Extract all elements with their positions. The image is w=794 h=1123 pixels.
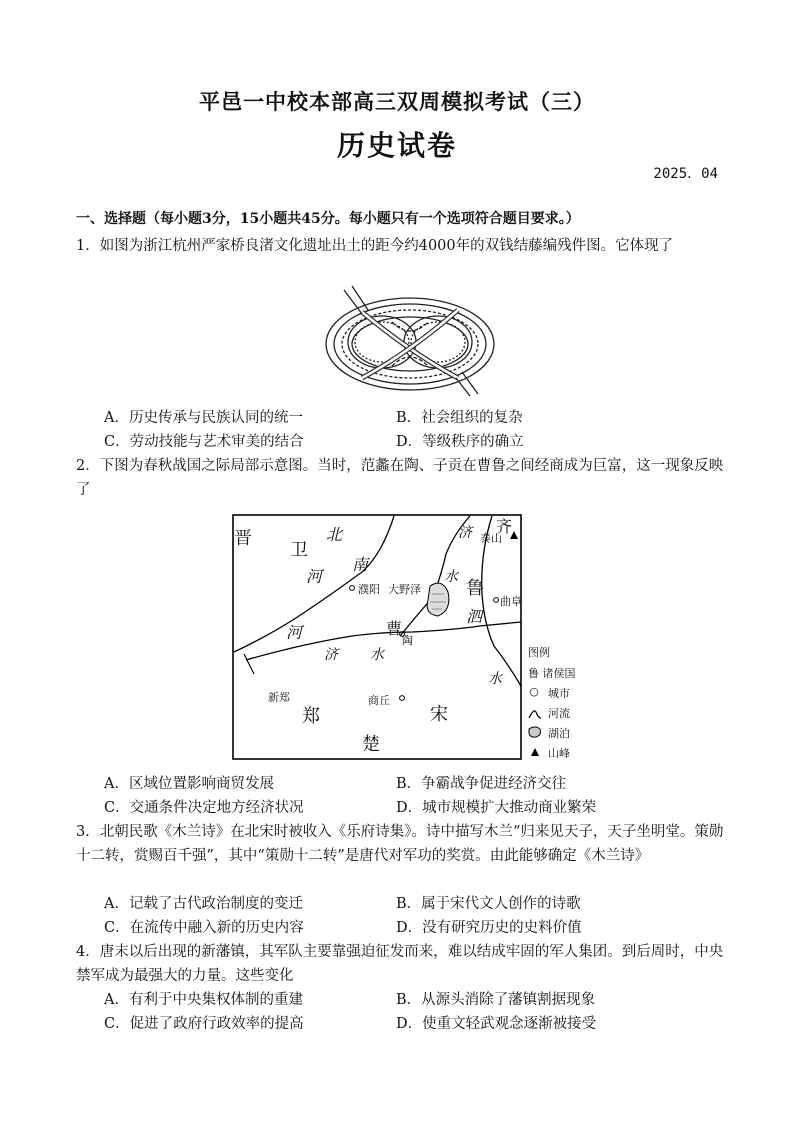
question-3-option-b[interactable]: B．属于宋代文人创作的诗歌 (396, 896, 581, 912)
map-label-jin: 晋 (234, 528, 252, 549)
map-label-lu: 鲁 (466, 578, 484, 599)
legend-title: 图例 (528, 646, 550, 659)
question-3-stem: 3．北朝民歌《木兰诗》在北宋时被收入《乐府诗集》。诗中描写木兰“归来见天子，天子坐明堂。策勋十二转，赏赐百千强”，其中“策勋十二转”是唐代对军功的奖赏。由此能够确定《木兰诗》 (76, 824, 724, 864)
legend-mountain-icon (529, 746, 541, 758)
legend-river-icon (528, 706, 542, 720)
map-river-label-shui: 水 (370, 647, 384, 663)
question-4-option-b[interactable]: B．从源头消除了藩镇割据现象 (396, 992, 596, 1008)
map-city-tao: 陶 (402, 634, 413, 647)
question-1-stem: 1．如图为浙江杭州严家桥良渚文化遗址出土的距今约4000年的双钱结藤编残件图。它体现了 (76, 238, 674, 254)
question-2-option-d[interactable]: D．城市规模扩大推动商业繁荣 (396, 800, 597, 816)
double-coin-knot-rattan-figure (322, 282, 498, 398)
map-river-label-nan: 南 (352, 555, 369, 574)
question-2-option-b[interactable]: B．争霸战争促进经济交往 (396, 776, 567, 792)
map-label-zheng: 郑 (302, 706, 320, 727)
map-city-qufu: 曲阜 (500, 595, 522, 608)
question-1-option-b[interactable]: B．社会组织的复杂 (396, 410, 523, 426)
map-city-cao: 曹 (386, 619, 403, 638)
map-city-shangqiu: 商丘 (368, 694, 390, 707)
map-label-qi: 齐 (496, 517, 513, 536)
section-heading: 一、选择题（每小题3分，15小题共45分。每小题只有一个选项符合题目要求。） (76, 211, 580, 227)
map-river-label-bei: 北 (326, 525, 343, 544)
question-4-option-c[interactable]: C．促进了政府行政效率的提高 (104, 1016, 304, 1032)
question-4-option-d[interactable]: D．使重文轻武观念逐渐被接受 (396, 1016, 597, 1032)
map-label-wei: 卫 (290, 540, 308, 561)
question-2-stem: 2．下图为春秋战国之际局部示意图。当时，范蠡在陶、子贡在曹鲁之间经商成为巨富，这一现象反映了 (76, 458, 724, 498)
legend-item-mountain: 山峰 (548, 747, 570, 760)
map-label-song: 宋 (430, 704, 448, 725)
map-river-label-he-2: 河 (286, 623, 303, 642)
map-city-puyang: 濮阳 (358, 583, 380, 596)
map-river-label-si: 泗 (466, 607, 483, 626)
exam-date: 2025．04 (653, 166, 718, 182)
question-3-option-a[interactable]: A．记载了古代政治制度的变迁 (104, 896, 303, 912)
question-4-stem: 4．唐末以后出现的新藩镇，其军队主要靠强迫征发而来，难以结成牢固的军人集团。到后周时，中央禁军成为最强大的力量。这些变化 (76, 944, 724, 984)
legend-city-icon: ○ (529, 685, 539, 698)
exam-subject-title: 历史试卷 (336, 129, 457, 162)
map-river-label-shui-south: 水 (488, 671, 502, 687)
question-1-option-a[interactable]: A．历史传承与民族认同的统一 (104, 410, 303, 426)
question-4-option-a[interactable]: A．有利于中央集权体制的重建 (104, 992, 303, 1008)
map-mount-tai: 泰山 (480, 532, 502, 545)
question-2-option-c[interactable]: C．交通条件决定地方经济状况 (104, 800, 304, 816)
legend-item-river: 河流 (548, 707, 570, 720)
map-lake-dayeze: 大野泽 (388, 583, 421, 596)
legend-item-city: 城市 (548, 687, 570, 700)
legend-item-state: 鲁 诸侯国 (528, 667, 576, 680)
legend-lake-icon (527, 725, 543, 739)
legend-item-lake: 湖泊 (548, 727, 570, 740)
question-2-option-a[interactable]: A．区域位置影响商贸发展 (104, 776, 274, 792)
map-city-xinzheng: 新郑 (268, 691, 290, 704)
map-river-label-ji: 济 (324, 647, 338, 663)
map-label-chu: 楚 (362, 734, 380, 755)
map-river-label-ji-north: 济 (458, 525, 472, 541)
map-river-label-shui-north: 水 (444, 569, 458, 585)
question-1-option-d[interactable]: D．等级秩序的确立 (396, 434, 524, 450)
question-3-option-c[interactable]: C．在流传中融入新的历史内容 (104, 920, 304, 936)
spring-autumn-map (232, 514, 522, 760)
question-1-option-c[interactable]: C．劳动技能与艺术审美的结合 (104, 434, 304, 450)
exam-title: 平邑一中校本部高三双周模拟考试（三） (199, 89, 595, 114)
question-3-option-d[interactable]: D．没有研究历史的史料价值 (396, 920, 582, 936)
map-river-label-he-1: 河 (306, 567, 323, 586)
